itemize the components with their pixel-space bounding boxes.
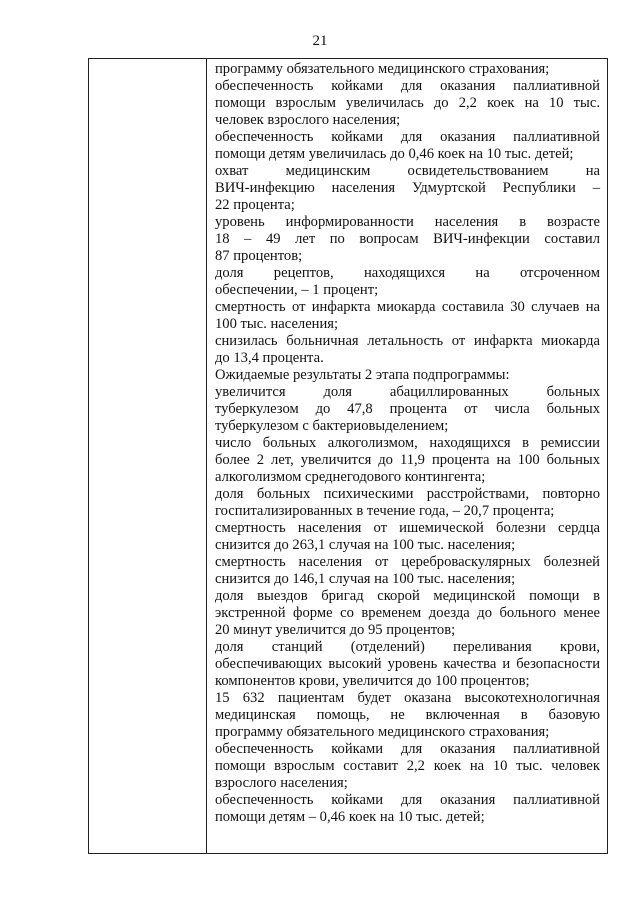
text-line: снизится до 263,1 случая на 100 тыс. населения; — [215, 537, 516, 553]
text-line: помощи детям – 0,46 коек на 10 тыс. детей; — [215, 809, 485, 825]
text-line: смертность от инфаркта миокарда составила 30 случаев на — [215, 299, 600, 315]
text-line: уровень информированности населения в возрасте — [215, 214, 600, 230]
text-line: ВИЧ-инфекцию населения Удмуртской Республики – — [215, 180, 600, 196]
text-line: экстренной форме со временем доезда до больного менее — [215, 605, 600, 621]
text-line: 22 процента; — [215, 197, 295, 213]
text-line: доля станций (отделений) переливания крови, — [215, 639, 600, 655]
page-number: 21 — [312, 33, 328, 49]
text-line: более 2 лет, увеличится до 11,9 процента на 100 больных — [215, 452, 600, 468]
text-line: увеличится доля абациллированных больных — [215, 384, 600, 400]
text-line: программу обязательного медицинского страхования; — [215, 61, 550, 77]
text-line: до 13,4 процента. — [215, 350, 324, 366]
text-line: 20 минут увеличится до 95 процентов; — [215, 622, 456, 638]
text-line: смертность населения от ишемической болезни сердца — [215, 520, 600, 536]
text-line: медицинская помощь, не включенная в базовую — [215, 707, 600, 723]
text-line: компонентов крови, увеличится до 100 процентов; — [215, 673, 530, 689]
table-text-cell — [215, 61, 600, 826]
text-line: туберкулезом до 47,8 процента от числа больных — [215, 401, 600, 417]
text-line: доля выездов бригад скорой медицинской помощи в — [215, 588, 600, 604]
text-line: госпитализированных в течение года, – 20,7 процента; — [215, 503, 555, 519]
text-line: туберкулезом с бактериовыделением; — [215, 418, 449, 434]
text-line: помощи взрослым составит 2,2 коек на 10 тыс. человек — [215, 758, 600, 774]
column-divider — [206, 59, 207, 853]
text-line: смертность населения от цереброваскулярных болезней — [215, 554, 600, 570]
text-line: алкоголизмом среднегодового контингента; — [215, 469, 486, 485]
text-line: 18 – 49 лет по вопросам ВИЧ-инфекции составил — [215, 231, 600, 247]
text-line: доля рецептов, находящихся на отсроченном — [215, 265, 600, 281]
text-line: обеспеченность койками для оказания паллиативной — [215, 78, 600, 94]
text-line: обеспеченность койками для оказания паллиативной — [215, 129, 600, 145]
text-line: обеспеченность койками для оказания паллиативной — [215, 792, 600, 808]
text-line: человек взрослого населения; — [215, 112, 401, 128]
text-line: помощи взрослым увеличилась до 2,2 коек на 10 тыс. — [215, 95, 600, 111]
text-line: 100 тыс. населения; — [215, 316, 339, 332]
text-line: обеспечении, – 1 процент; — [215, 282, 379, 298]
text-line: снизилась больничная летальность от инфаркта миокарда — [215, 333, 600, 349]
text-line: обеспечивающих высокий уровень качества и безопасности — [215, 656, 600, 672]
text-line: взрослого населения; — [215, 775, 348, 791]
text-line: 15 632 пациентам будет оказана высокотехнологичная — [215, 690, 600, 706]
text-line: Ожидаемые результаты 2 этапа подпрограммы: — [215, 367, 510, 383]
text-line: обеспеченность койками для оказания паллиативной — [215, 741, 600, 757]
text-line: снизится до 146,1 случая на 100 тыс. населения; — [215, 571, 516, 587]
text-line: программу обязательного медицинского страхования; — [215, 724, 550, 740]
content-table — [88, 58, 608, 854]
text-line: помощи детям увеличилась до 0,46 коек на 10 тыс. детей; — [215, 146, 574, 162]
text-line: 87 процентов; — [215, 248, 303, 264]
text-line: число больных алкоголизмом, находящихся в ремиссии — [215, 435, 600, 451]
text-line: охват медицинским освидетельствованием на — [215, 163, 600, 179]
text-line: доля больных психическими расстройствами, повторно — [215, 486, 600, 502]
